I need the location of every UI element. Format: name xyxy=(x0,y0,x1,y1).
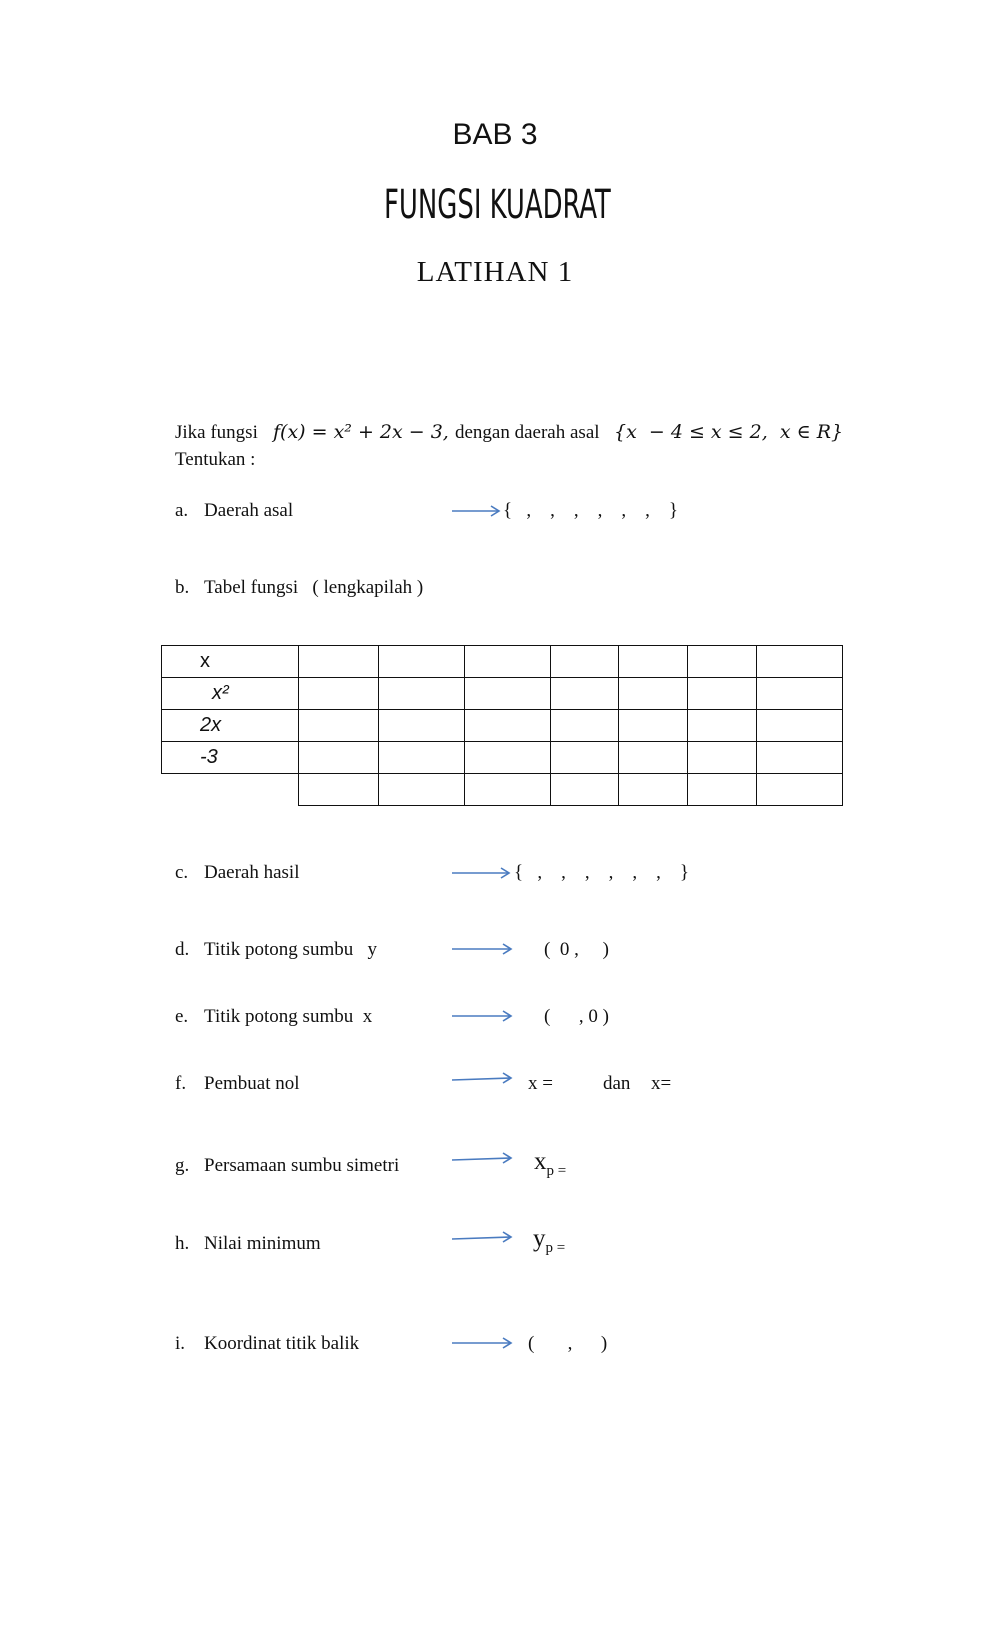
table-cell[interactable] xyxy=(379,710,465,742)
table-cell[interactable] xyxy=(688,742,757,774)
table-row xyxy=(162,646,843,678)
arrow-icon xyxy=(452,1152,514,1166)
item-b-letter: b. xyxy=(175,577,190,598)
table-cell[interactable] xyxy=(551,774,619,806)
table-cell[interactable] xyxy=(299,742,379,774)
table-cell[interactable] xyxy=(757,646,843,678)
table-cell[interactable] xyxy=(551,678,619,710)
table-cell[interactable] xyxy=(688,774,757,806)
item-i-label: Koordinat titik balik xyxy=(204,1333,360,1354)
item-f-answer-c[interactable]: x= xyxy=(651,1073,672,1094)
item-h-answer[interactable]: $y_{p =}$ xyxy=(533,1225,566,1256)
table-cell[interactable] xyxy=(465,646,551,678)
table-row xyxy=(162,678,843,710)
item-e-label: Titik potong sumbu x xyxy=(204,1006,373,1027)
table-cell[interactable] xyxy=(551,646,619,678)
table-cell[interactable] xyxy=(757,774,843,806)
table-cell[interactable] xyxy=(379,678,465,710)
item-f-answer-b: dan xyxy=(603,1073,631,1094)
table-cell[interactable] xyxy=(465,774,551,806)
table-cell[interactable] xyxy=(619,678,688,710)
item-d-letter: d. xyxy=(175,939,190,960)
domain-set: {x − 4 ≤ x ≤ 2, x ∈ R} xyxy=(614,421,844,443)
table-cell[interactable] xyxy=(619,646,688,678)
table-cell[interactable] xyxy=(757,742,843,774)
row-label-empty xyxy=(162,774,299,806)
item-f-label: Pembuat nol xyxy=(204,1073,300,1094)
item-a-letter: a. xyxy=(175,500,189,521)
table-cell[interactable] xyxy=(465,742,551,774)
arrow-icon xyxy=(452,1336,514,1350)
table-cell[interactable] xyxy=(299,710,379,742)
table-cell[interactable] xyxy=(379,774,465,806)
row-label-x: x xyxy=(162,646,299,678)
table-cell[interactable] xyxy=(299,678,379,710)
table-row xyxy=(162,710,843,742)
table-cell[interactable] xyxy=(688,678,757,710)
table-cell[interactable] xyxy=(688,710,757,742)
item-e-letter: e. xyxy=(175,1006,189,1027)
instruction: Tentukan : xyxy=(175,449,256,470)
table-row xyxy=(162,774,843,806)
table-cell[interactable] xyxy=(551,710,619,742)
table-cell[interactable] xyxy=(757,678,843,710)
table-cell[interactable] xyxy=(299,646,379,678)
arrow-icon xyxy=(452,942,514,956)
table-cell[interactable] xyxy=(619,774,688,806)
row-label-2x: 2x xyxy=(162,710,299,742)
item-c-answer[interactable]: { , , , , , , } xyxy=(514,862,689,883)
intro-mid: dengan daerah asal xyxy=(455,422,600,443)
table-cell[interactable] xyxy=(465,678,551,710)
item-f-letter: f. xyxy=(175,1073,187,1094)
row-label-minus3: -3 xyxy=(162,742,299,774)
item-c-label: Daerah hasil xyxy=(204,862,300,883)
chapter-label: BAB 3 xyxy=(452,118,538,151)
item-g-letter: g. xyxy=(175,1155,190,1176)
table-cell[interactable] xyxy=(465,710,551,742)
item-d-answer[interactable]: ( 0 , ) xyxy=(544,939,609,960)
item-f-answer-a[interactable]: x = xyxy=(528,1073,553,1094)
item-h-label: Nilai minimum xyxy=(204,1233,321,1254)
exercise-title: LATIHAN 1 xyxy=(416,256,574,288)
table-cell[interactable] xyxy=(757,710,843,742)
intro-prefix: Jika fungsi xyxy=(175,422,258,443)
arrow-icon xyxy=(452,866,514,880)
arrow-icon xyxy=(452,1231,514,1245)
item-d-label: Titik potong sumbu y xyxy=(204,939,377,960)
table-cell[interactable] xyxy=(619,742,688,774)
table-cell[interactable] xyxy=(619,710,688,742)
item-a-answer[interactable]: { , , , , , , } xyxy=(503,500,678,521)
table-cell[interactable] xyxy=(299,774,379,806)
item-h-letter: h. xyxy=(175,1233,190,1254)
table-cell[interactable] xyxy=(551,742,619,774)
item-c-letter: c. xyxy=(175,862,189,883)
table-row xyxy=(162,742,843,774)
row-label-x-squared: x² xyxy=(162,678,299,710)
arrow-icon xyxy=(452,1009,514,1023)
item-a-label: Daerah asal xyxy=(204,500,294,521)
function-formula: f(x) = x² + 2x − 3, xyxy=(273,421,449,443)
item-e-answer[interactable]: ( , 0 ) xyxy=(544,1006,609,1027)
function-table xyxy=(161,645,843,806)
item-b-label: Tabel fungsi ( lengkapilah ) xyxy=(204,577,424,598)
item-g-label: Persamaan sumbu simetri xyxy=(204,1155,400,1176)
chapter-title: FUNGSI KUADRAT xyxy=(384,182,611,228)
table-cell[interactable] xyxy=(688,646,757,678)
item-i-letter: i. xyxy=(175,1333,186,1354)
arrow-icon xyxy=(452,1072,514,1086)
item-g-answer[interactable]: $x_{p =}$ xyxy=(534,1148,567,1179)
table-cell[interactable] xyxy=(379,742,465,774)
table-cell[interactable] xyxy=(379,646,465,678)
item-i-answer[interactable]: ( , ) xyxy=(528,1333,608,1354)
